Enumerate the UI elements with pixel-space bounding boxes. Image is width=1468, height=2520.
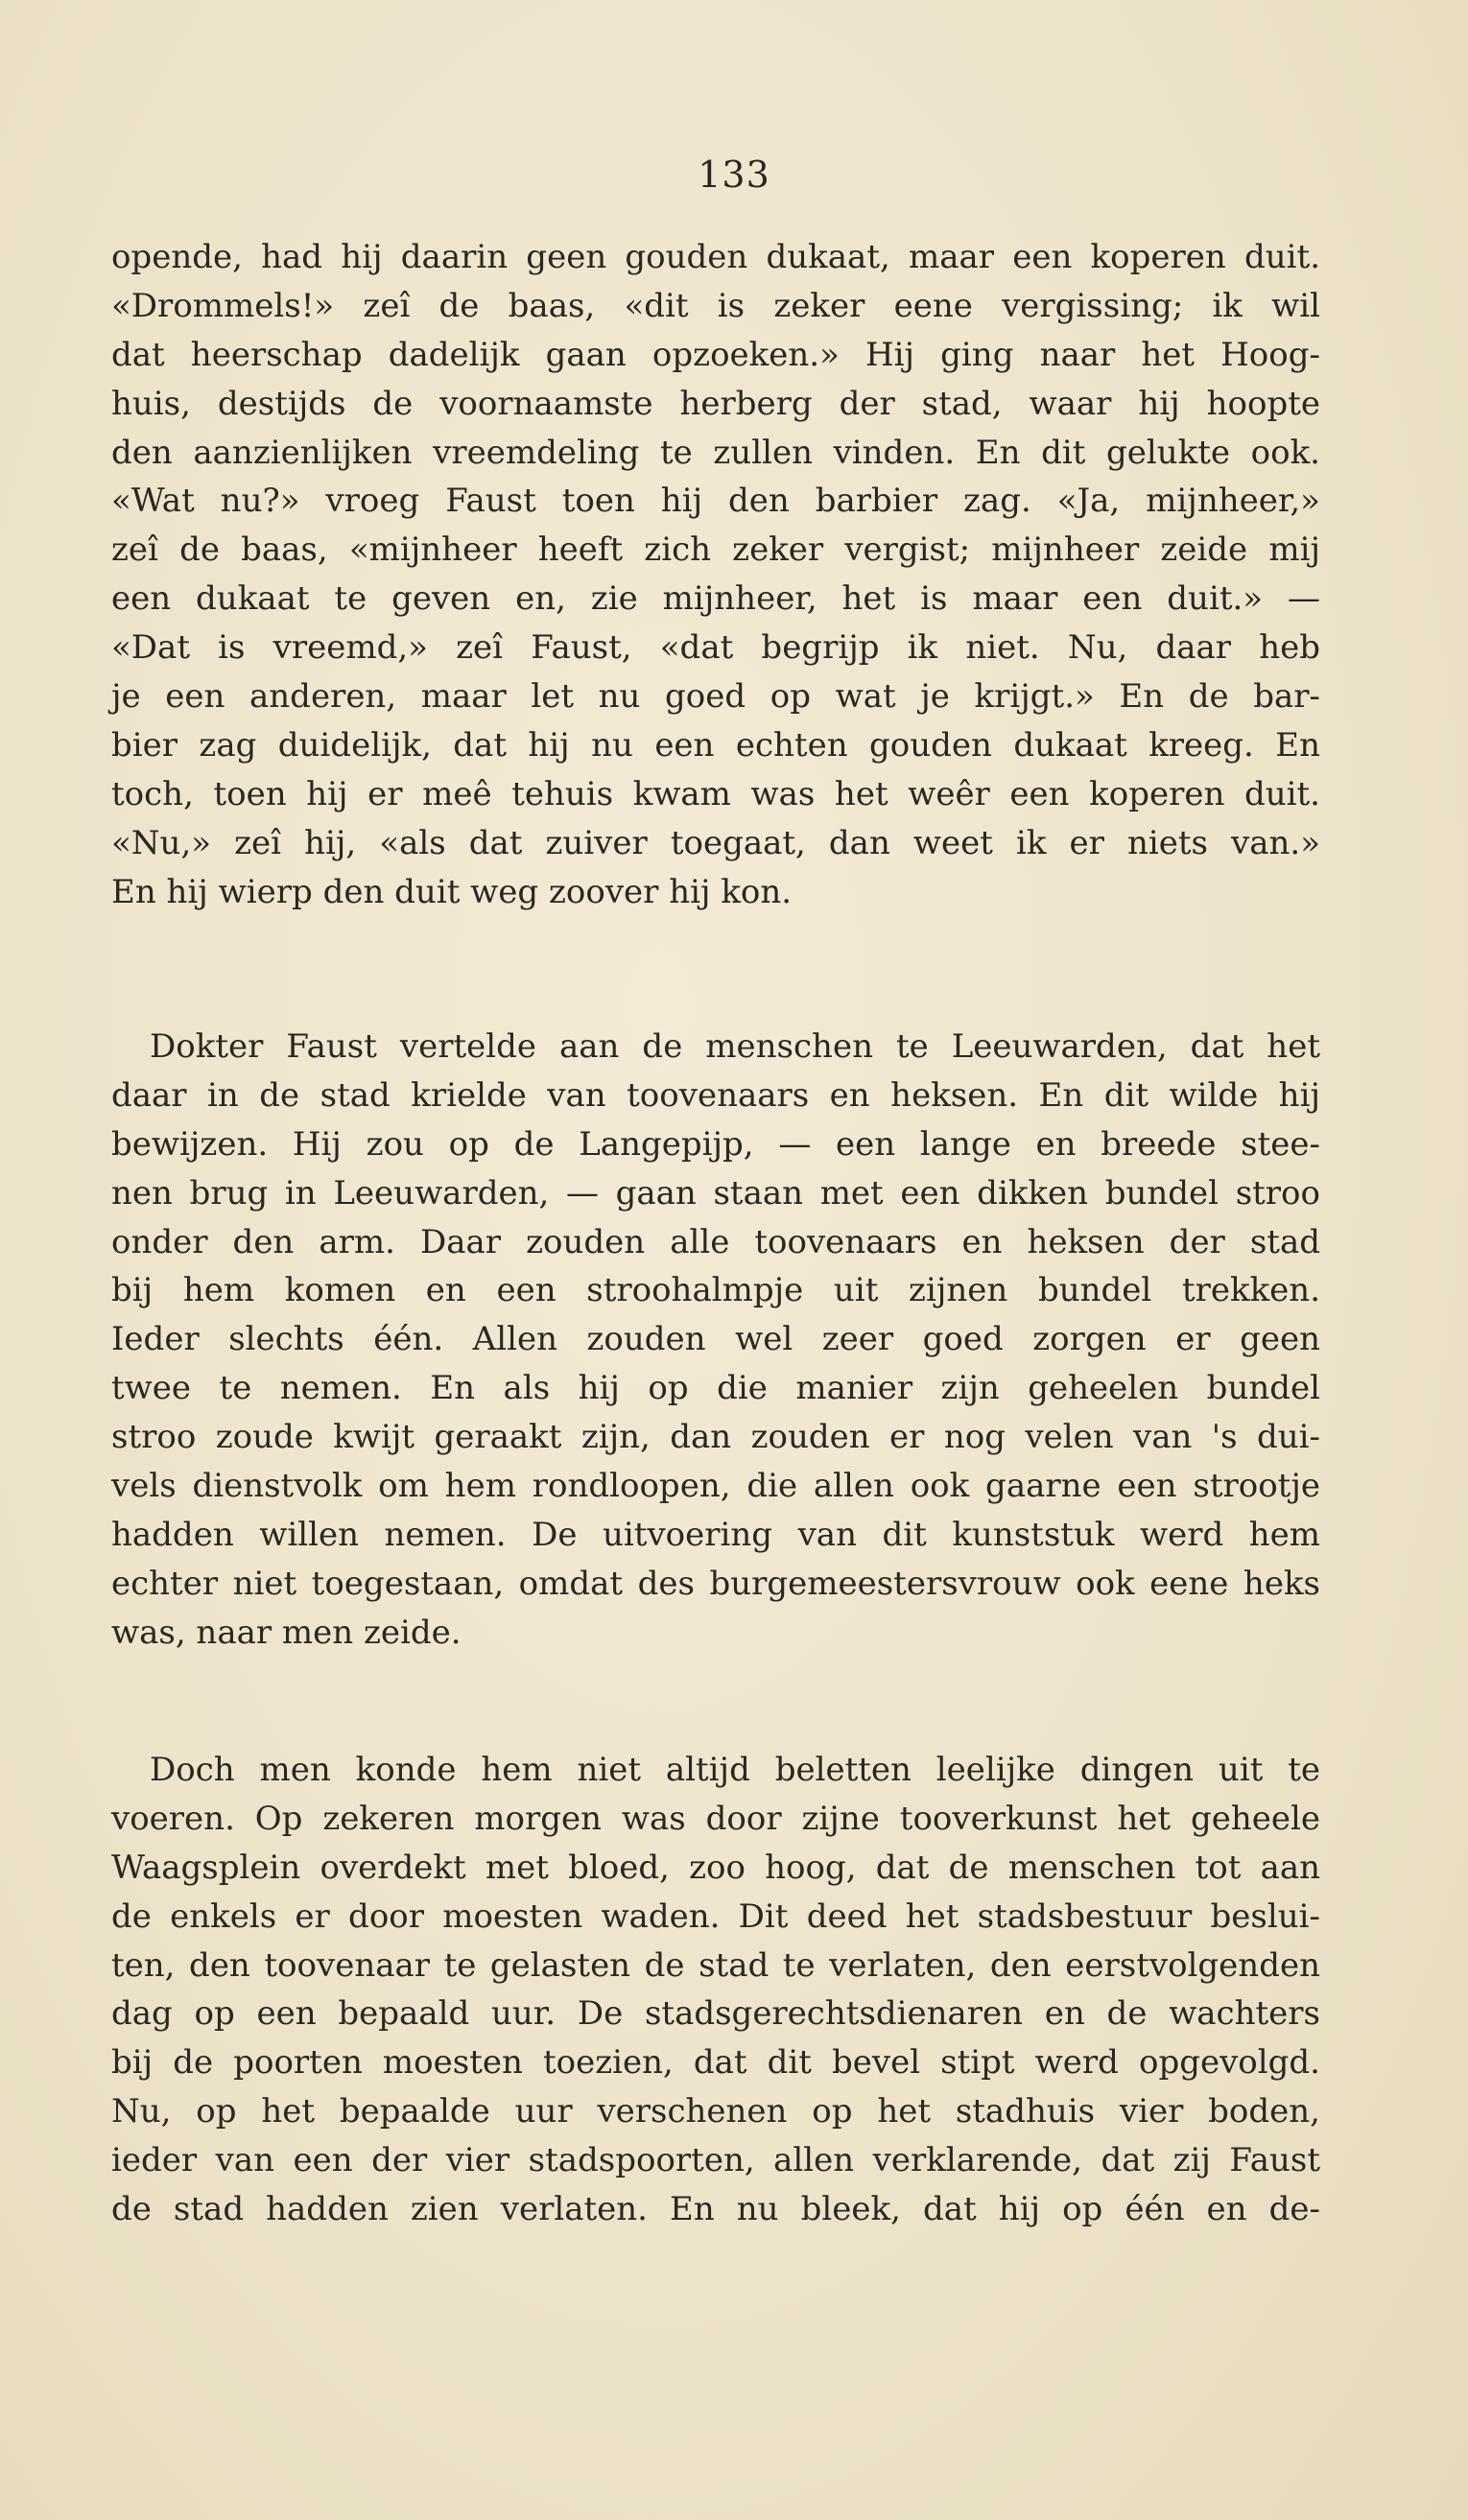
- text-line: je een anderen, maar let nu goed op wat je krijgt.» En de bar-: [111, 677, 1320, 717]
- paragraph-3: [111, 1746, 1320, 2234]
- text-line: ten, den toovenaar te gelasten de stad te verlaten, den eerstvolgenden: [111, 1945, 1320, 1985]
- text-line: dat heerschap dadelijk gaan opzoeken.» Hij ging naar het Hoog-: [111, 335, 1320, 374]
- text-line: onder den arm. Daar zouden alle toovenaars en heksen der stad: [111, 1222, 1320, 1261]
- text-line: een dukaat te geven en, zie mijnheer, het is maar een duit.» —: [111, 579, 1320, 619]
- text-line: den aanzienlijken vreemdeling te zullen vinden. En dit gelukte ook.: [111, 433, 1320, 472]
- text-line: toch, toen hij er meê tehuis kwam was het weêr een koperen duit.: [111, 774, 1320, 813]
- text-line: twee te nemen. En als hij op die manier zijn geheelen bundel: [111, 1369, 1320, 1408]
- text-line: de stad hadden zien verlaten. En nu bleek, dat hij op één en de-: [111, 2190, 1320, 2229]
- text-line: En hij wierp den duit weg zoover hij kon.: [111, 872, 793, 911]
- text-line: Waagsplein overdekt met bloed, zoo hoog, dat de menschen tot aan: [111, 1848, 1320, 1887]
- text-line: «Nu,» zeî hij, «als dat zuiver toegaat, dan weet ik er niets van.»: [111, 823, 1320, 862]
- text-line: zeî de baas, «mijnheer heeft zich zeker vergist; mijnheer zeide mij: [111, 530, 1320, 570]
- text-line: nen brug in Leeuwarden, — gaan staan met een dikken bundel stroo: [111, 1173, 1320, 1213]
- text-line: was, naar men zeide.: [111, 1613, 462, 1652]
- text-line: echter niet toegestaan, omdat des burgemeestersvrouw ook eene heks: [111, 1564, 1320, 1603]
- text-line: huis, destijds de voornaamste herberg der stad, waar hij hoopte: [111, 384, 1320, 423]
- text-line: Nu, op het bepaalde uur verschenen op het stadhuis vier boden,: [111, 2092, 1320, 2131]
- text-line: daar in de stad krielde van toovenaars en heksen. En dit wilde hij: [111, 1075, 1320, 1115]
- text-line: bij hem komen en een stroohalmpje uit zijnen bundel trekken.: [111, 1271, 1320, 1310]
- text-line: ieder van een der vier stadspoorten, allen verklarende, dat zij Faust: [111, 2141, 1320, 2180]
- text-line: opende, had hij daarin geen gouden dukaat, maar een koperen duit.: [111, 238, 1320, 276]
- text-line: «Dat is vreemd,» zeî Faust, «dat begrijp ik niet. Nu, daar heb: [111, 628, 1320, 668]
- text-line: «Drommels!» zeî de baas, «dit is zeker eene vergissing; ik wil: [111, 286, 1320, 325]
- paragraph-1: [111, 233, 1320, 916]
- paragraph-2: [111, 1023, 1320, 1658]
- page-number: 133: [698, 153, 770, 196]
- text-line: voeren. Op zekeren morgen was door zijne tooverkunst het geheele: [111, 1799, 1320, 1838]
- text-line: bier zag duidelijk, dat hij nu een echten gouden dukaat kreeg. En: [111, 725, 1320, 765]
- text-line: dag op een bepaald uur. De stadsgerechtsdienaren en de wachters: [111, 1994, 1320, 2034]
- text-line: de enkels er door moesten waden. Dit deed het stadsbestuur beslui-: [111, 1896, 1320, 1936]
- text-line: vels dienstvolk om hem rondloopen, die allen ook gaarne een strootje: [111, 1467, 1320, 1506]
- text-line: hadden willen nemen. De uitvoering van dit kunststuk werd hem: [111, 1515, 1320, 1554]
- text-line: bewijzen. Hij zou op de Langepijp, — een lange en breede stee-: [111, 1124, 1320, 1164]
- text-line: Dokter Faust vertelde aan de menschen te Leeuwarden, dat het: [150, 1027, 1320, 1066]
- text-line: «Wat nu?» vroeg Faust toen hij den barbier zag. «Ja, mijnheer,»: [111, 482, 1320, 521]
- text-line: Doch men konde hem niet altijd beletten leelijke dingen uit te: [150, 1751, 1320, 1789]
- text-line: bij de poorten moesten toezien, dat dit bevel stipt werd opgevolgd.: [111, 2043, 1320, 2083]
- text-line: stroo zoude kwijt geraakt zijn, dan zouden er nog velen van 's dui-: [111, 1418, 1320, 1457]
- text-line: Ieder slechts één. Allen zouden wel zeer goed zorgen er geen: [111, 1320, 1320, 1359]
